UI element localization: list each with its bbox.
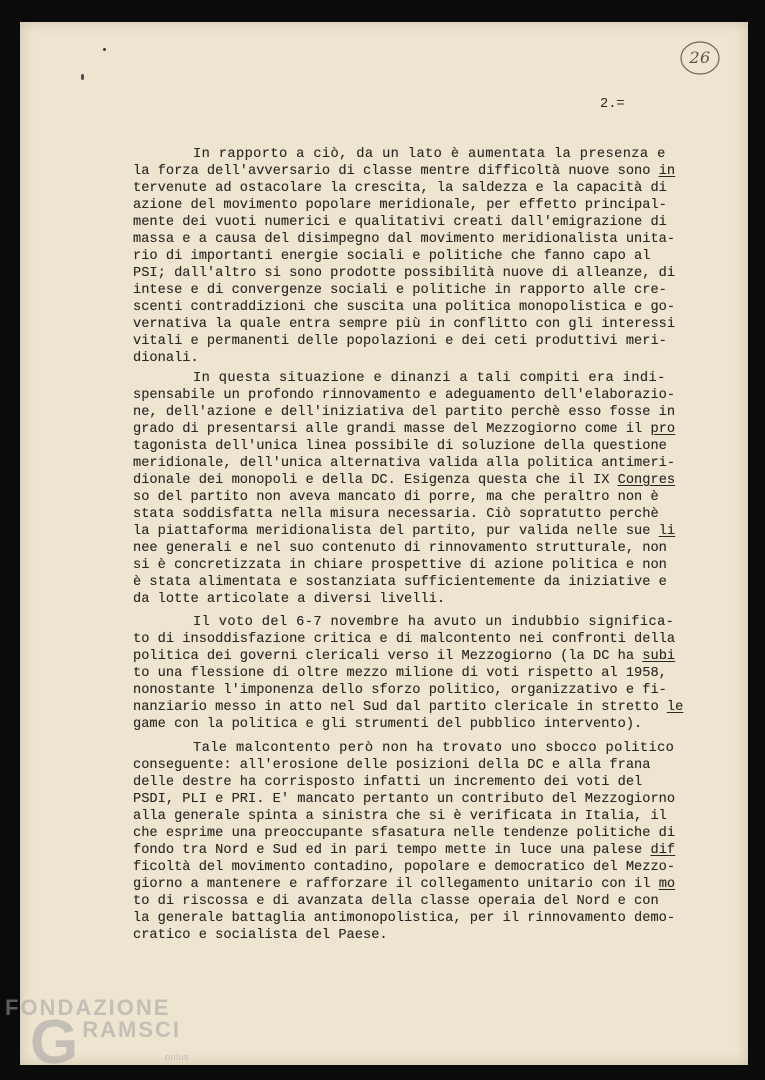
watermark-logo [5, 996, 195, 1076]
text-line [133, 163, 733, 180]
line-text: la generale battaglia antimonopolistica, per il rinnovamento demo- [133, 910, 676, 926]
line-text: tervenute ad ostacolare la crescita, la saldezza e la capacità di [133, 181, 667, 196]
paragraph-1 [133, 146, 733, 367]
line-text: conseguente: all'erosione delle posizioni della DC e alla frana [133, 757, 651, 773]
text-line [133, 665, 733, 682]
underlined-syllable: Congres [617, 472, 676, 488]
folio-stamp [678, 39, 722, 77]
line-text: politica dei governi clericali verso il Mezzogiorno (la DC ha [133, 648, 643, 664]
text-line [133, 716, 733, 733]
line-text: to di insoddisfazione critica e di malcontento nei confronti della [133, 631, 676, 647]
paragraph-4 [133, 740, 733, 944]
text-line [133, 472, 733, 489]
text-line [133, 557, 733, 574]
underlined-syllable: li [658, 523, 676, 539]
text-line [133, 214, 733, 231]
line-text: la piattaforma meridionalista del partito, pur valida nelle sue [133, 523, 659, 539]
line-text: grado di presentarsi alle grandi masse del Mezzogiorno come il [133, 421, 651, 437]
text-line [133, 540, 733, 557]
line-text: Il voto del 6-7 novembre ha avuto un indubbio significa- [193, 614, 675, 630]
text-line [133, 438, 733, 455]
underlined-syllable: dif [650, 842, 676, 858]
line-text: si è concretizzata in chiare prospettive di azione politica e non [133, 557, 667, 573]
page-number: 2.= [600, 97, 625, 112]
line-text: è stata alimentata e sostanziata sufficientemente da iniziative e [133, 574, 667, 590]
folio-number: 26 [689, 48, 711, 67]
text-line [133, 774, 733, 791]
line-text: intese e di convergenze sociali e politiche in rapporto alle cre- [133, 283, 667, 298]
text-line [133, 370, 733, 387]
line-text: la forza dell'avversario di classe mentre difficoltà nuove sono [133, 164, 659, 179]
text-line [133, 740, 733, 757]
line-text: vitali e permanenti delle popolazioni e dei ceti produttivi meri- [133, 334, 667, 349]
line-text: ficoltà del movimento contadino, popolare e democratico del Mezzo- [133, 859, 676, 875]
text-line [133, 859, 733, 876]
line-text: scenti contraddizioni che suscita una politica monopolistica e go- [133, 300, 676, 315]
line-text: In questa situazione e dinanzi a tali compiti era indi- [193, 370, 666, 386]
line-text: delle destre ha corrisposto infatti un incremento dei voti del [133, 774, 643, 790]
line-text: dionali. [133, 351, 199, 366]
watermark-line-2: GRAMSCI [30, 1008, 182, 1077]
text-line [133, 648, 733, 665]
document-body [133, 146, 733, 944]
text-line [133, 682, 733, 699]
line-text: nee generali e nel suo contenuto di rinnovamento strutturale, non [133, 540, 667, 556]
text-line [133, 248, 733, 265]
text-line [133, 842, 733, 859]
text-line [133, 631, 733, 648]
text-line [133, 421, 733, 438]
line-text: che esprime una preoccupante sfasatura nelle tendenze politiche di [133, 825, 676, 841]
line-text: alla generale spinta a sinistra che si è verificata in Italia, il [133, 808, 667, 824]
underlined-syllable: subi [642, 648, 676, 664]
text-line [133, 506, 733, 523]
line-text: meridionale, dell'unica alternativa valida alla politica antimeri- [133, 455, 676, 471]
underlined-syllable: mo [658, 876, 676, 892]
text-line [133, 574, 733, 591]
text-line [133, 316, 733, 333]
text-line [133, 808, 733, 825]
ink-speck [81, 74, 84, 80]
text-line [133, 699, 733, 716]
text-line [133, 523, 733, 540]
line-text: vernativa la quale entra sempre più in conflitto con gli interessi [133, 317, 676, 332]
paragraph-2 [133, 370, 733, 608]
line-text: azione del movimento popolare meridionale, per effetto principal- [133, 198, 667, 213]
line-text: PSI; dall'altro si sono prodotte possibilità nuove di alleanze, di [133, 266, 676, 281]
text-line [133, 350, 733, 367]
text-line [133, 299, 733, 316]
underlined-syllable: in [658, 164, 676, 179]
line-text: giorno a mantenere e rafforzare il collegamento unitario con il [133, 876, 659, 892]
line-text: dionale dei monopoli e della DC. Esigenza questa che il IX [133, 472, 618, 488]
underlined-syllable: le [666, 699, 684, 715]
text-line [133, 333, 733, 350]
text-line [133, 231, 733, 248]
line-text: In rapporto a ciò, da un lato è aumentata la presenza e [193, 147, 666, 162]
line-text: to di riscossa e di avanzata della classe operaia del Nord e con [133, 893, 659, 909]
line-text: Tale malcontento però non ha trovato uno sbocco politico [193, 740, 675, 756]
text-line [133, 614, 733, 631]
text-line [133, 757, 733, 774]
text-line [133, 591, 733, 608]
line-text: to una flessione di oltre mezzo milione di voti rispetto al 1958, [133, 665, 667, 681]
line-text: nonostante l'imponenza dello sforzo politico, organizzativo e fi- [133, 682, 667, 698]
text-line [133, 404, 733, 421]
text-line [133, 265, 733, 282]
line-text: fondo tra Nord e Sud ed in pari tempo mette in luce una palese [133, 842, 651, 858]
paragraph-3 [133, 614, 733, 733]
line-text: PSDI, PLI e PRI. E' mancato pertanto un contributo del Mezzogiorno [133, 791, 676, 807]
line-text: ne, dell'azione e dell'iniziativa del partito perchè esso fosse in [133, 404, 676, 420]
text-line [133, 876, 733, 893]
text-line [133, 146, 733, 163]
text-line [133, 791, 733, 808]
text-line [133, 489, 733, 506]
watermark-line-3: onlus [165, 1052, 190, 1062]
line-text: spensabile un profondo rinnovamento e adeguamento dell'elaborazio- [133, 387, 676, 403]
text-line [133, 282, 733, 299]
text-line [133, 825, 733, 842]
text-line [133, 455, 733, 472]
line-text: tagonista dell'unica linea possibile di soluzione della questione [133, 438, 667, 454]
line-text: massa e a causa del disimpegno dal movimento meridionalista unita- [133, 232, 676, 247]
text-line [133, 893, 733, 910]
line-text: da lotte articolate a diversi livelli. [133, 591, 446, 607]
ink-speck [103, 48, 106, 51]
watermark-line-1: FONDAZIONE [5, 995, 171, 1020]
line-text: so del partito non aveva mancato di porre, ma che peraltro non è [133, 489, 659, 505]
line-text: rio di importanti energie sociali e politiche che fanno capo al [133, 249, 651, 264]
text-line [133, 910, 733, 927]
text-line [133, 927, 733, 944]
line-text: game con la politica e gli strumenti del pubblico intervento). [133, 716, 643, 732]
text-line [133, 180, 733, 197]
text-line [133, 387, 733, 404]
line-text: mente dei vuoti numerici e qualitativi creati dall'emigrazione di [133, 215, 667, 230]
text-line [133, 197, 733, 214]
line-text: cratico e socialista del Paese. [133, 927, 388, 943]
line-text: stata soddisfatta nella misura necessaria. Ciò sopratutto perchè [133, 506, 659, 522]
line-text: nanziario messo in atto nel Sud dal partito clericale in stretto [133, 699, 667, 715]
underlined-syllable: pro [650, 421, 676, 437]
